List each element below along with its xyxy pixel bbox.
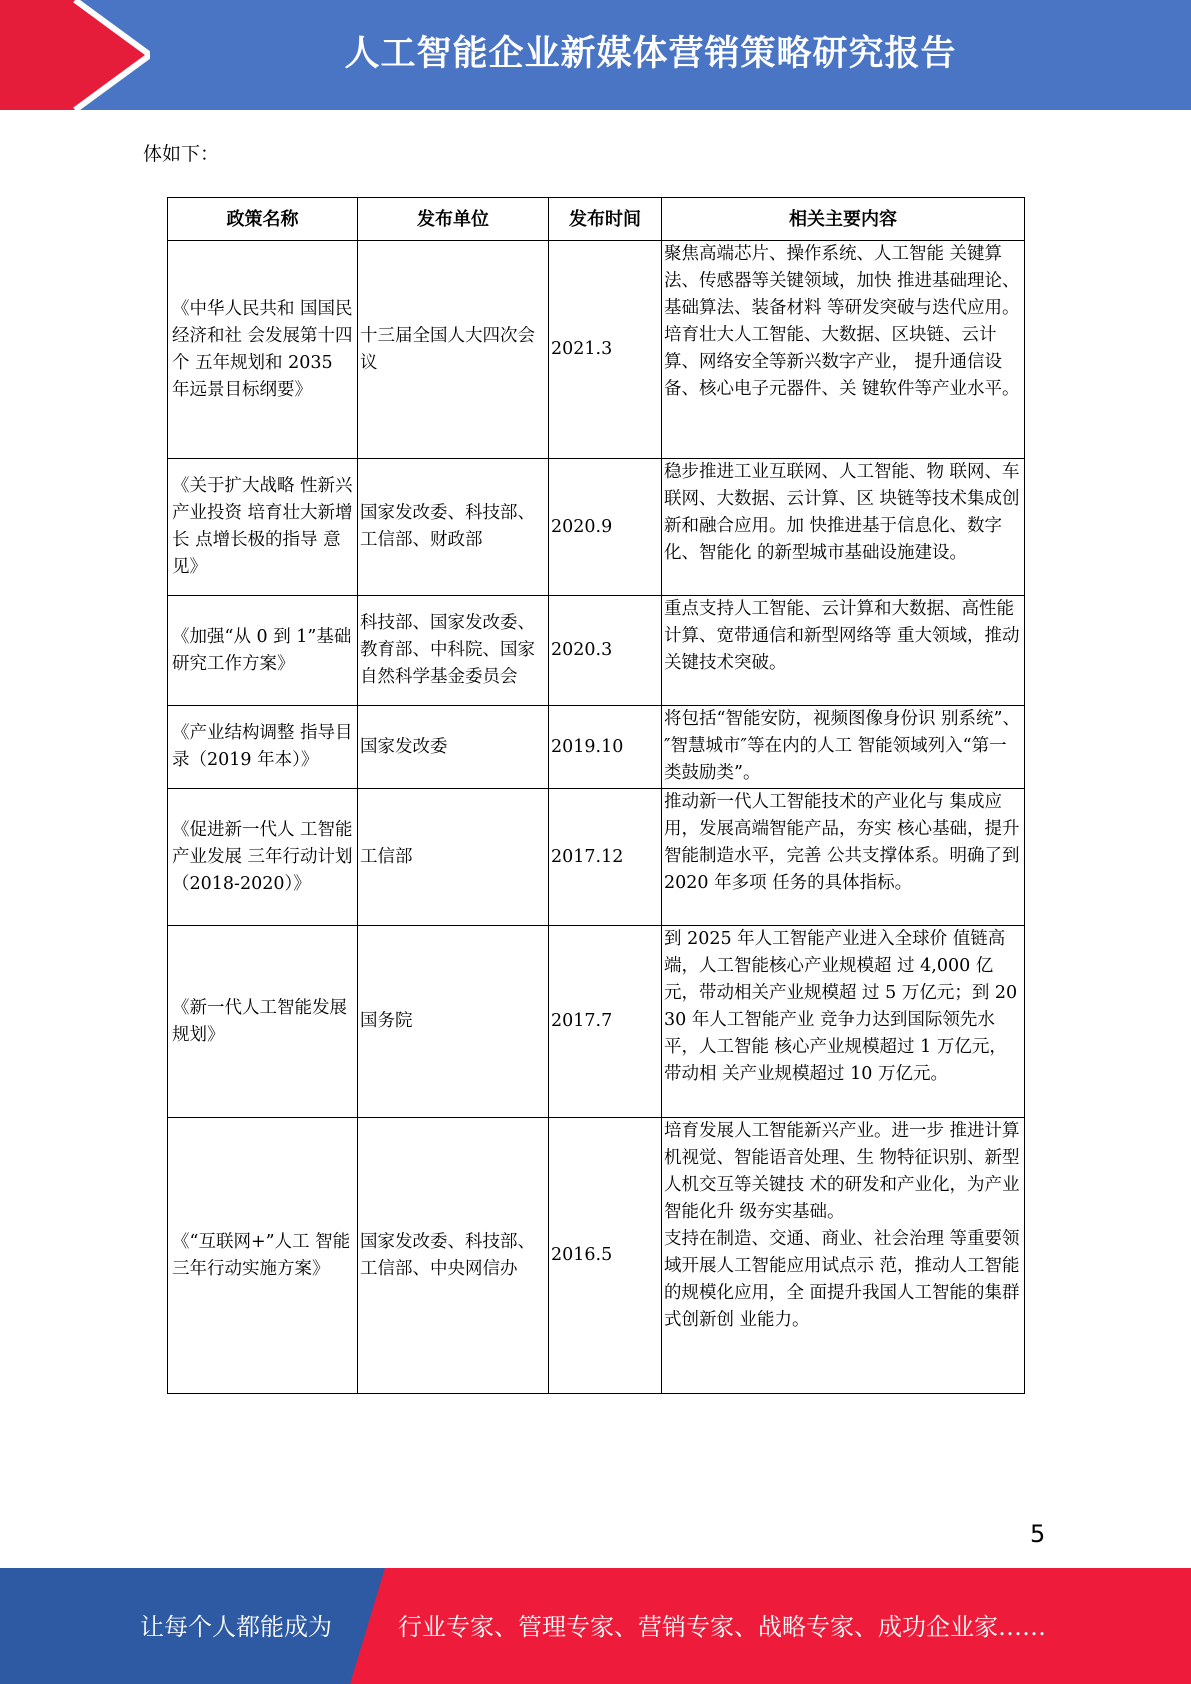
content-cell: 稳步推进工业互联网、人工智能、物 联网、车联网、大数据、云计算、区 块链等技术集成创新和融合应用。加 快推进基于信息化、数字化、智能化 的新型城市基础设施建设。 [662,459,1025,596]
policy-name-cell: 《产业结构调整 指导目录（2019 年本）》 [168,706,358,789]
publisher-cell: 国家发改委、科技部、工信部、中央网信办 [358,1118,549,1394]
table-row [168,459,1025,596]
content-cell: 推动新一代人工智能技术的产业化与 集成应用，发展高端智能产品，夯实 核心基础，提升智能制造水平，完善 公共支撑体系。明确了到 2020 年多项 任务的具体指标。 [662,789,1025,926]
column-header-date: 发布时间 [549,198,662,241]
policy-name-cell: 《关于扩大战略 性新兴产业投资 培育壮大新增长 点增长极的指导 意见》 [168,459,358,596]
content-cell: 将包括“智能安防，视频图像身份识 别系统”、″智慧城市″等在内的人工 智能领域列入“第一类鼓励类”。 [662,706,1025,789]
content-cell: 聚焦高端芯片、操作系统、人工智能 关键算法、传感器等关键领域，加快 推进基础理论、基础算法、装备材料 等研发突破与迭代应用。 培育壮大人工智能、大数据、区块链、云计算、网络安全等新兴数字产业， 提升通信设备、核心电子元器件、关 键软件等产业水平。 [662,241,1025,459]
date-cell: 2017.7 [549,926,662,1118]
publisher-cell: 国家发改委、科技部、工信部、财政部 [358,459,549,596]
table-row [168,596,1025,706]
content-cell: 重点支持人工智能、云计算和大数据、高性能计算、宽带通信和新型网络等 重大领域，推动关键技术突破。 [662,596,1025,706]
policy-name-cell: 《新一代人工智能发展规划》 [168,926,358,1118]
footer-slogan-left: 让每个人都能成为 [140,1613,332,1641]
page-number: 5 [1030,1520,1046,1548]
publisher-cell: 科技部、国家发改委、教育部、中科院、国家自然科学基金委员会 [358,596,549,706]
table-row [168,926,1025,1118]
policy-name-cell: 《中华人民共和 国国民经济和社 会发展第十四个 五年规划和 2035 年远景目标纲要》 [168,241,358,459]
intro-text: 体如下： [143,143,220,165]
column-header-content: 相关主要内容 [662,198,1025,241]
date-cell: 2019.10 [549,706,662,789]
document-title: 人工智能企业新媒体营销策略研究报告 [344,34,957,74]
publisher-cell: 国家发改委 [358,706,549,789]
table-row [168,1118,1025,1394]
date-cell: 2017.12 [549,789,662,926]
content-cell: 培育发展人工智能新兴产业。进一步 推进计算机视觉、智能语音处理、生 物特征识别、新型人机交互等关键技 术的研发和产业化，为产业智能化升 级夯实基础。 支持在制造、交通、商业、社会治理 等重要领域开展人工智能应用试点示 范，推动人工智能的规模化应用，全 面提升我国人工智能的集群式创新创 业能力。 [662,1118,1025,1394]
policy-name-cell: 《加强“从 0 到 1”基础研究工作方案》 [168,596,358,706]
table-row [168,789,1025,926]
policy-table-body [168,241,1025,1394]
publisher-cell: 国务院 [358,926,549,1118]
column-header-publisher: 发布单位 [358,198,549,241]
table-row [168,706,1025,789]
date-cell: 2020.3 [549,596,662,706]
publisher-cell: 工信部 [358,789,549,926]
policy-name-cell: 《促进新一代人 工智能产业发展 三年行动计划（2018-2020）》 [168,789,358,926]
policy-table [167,197,1025,1394]
column-header-policy-name: 政策名称 [168,198,358,241]
publisher-cell: 十三届全国人大四次会议 [358,241,549,459]
date-cell: 2016.5 [549,1118,662,1394]
table-header-row [168,198,1025,241]
policy-name-cell: 《“互联网+”人工 智能三年行动实施方案》 [168,1118,358,1394]
date-cell: 2021.3 [549,241,662,459]
footer-slogan-right: 行业专家、管理专家、营销专家、战略专家、成功企业家…… [398,1613,1046,1641]
table-row [168,241,1025,459]
content-cell: 到 2025 年人工智能产业进入全球价 值链高端，人工智能核心产业规模超 过 4,000 亿元，带动相关产业规模超 过 5 万亿元；到 2030 年人工智能产业 竞争力达到国际领先水平，人工智能 核心产业规模超过 1 万亿元，带动相 关产业规模超过 10 万亿元。 [662,926,1025,1118]
date-cell: 2020.9 [549,459,662,596]
header-red-arrow [0,0,150,110]
